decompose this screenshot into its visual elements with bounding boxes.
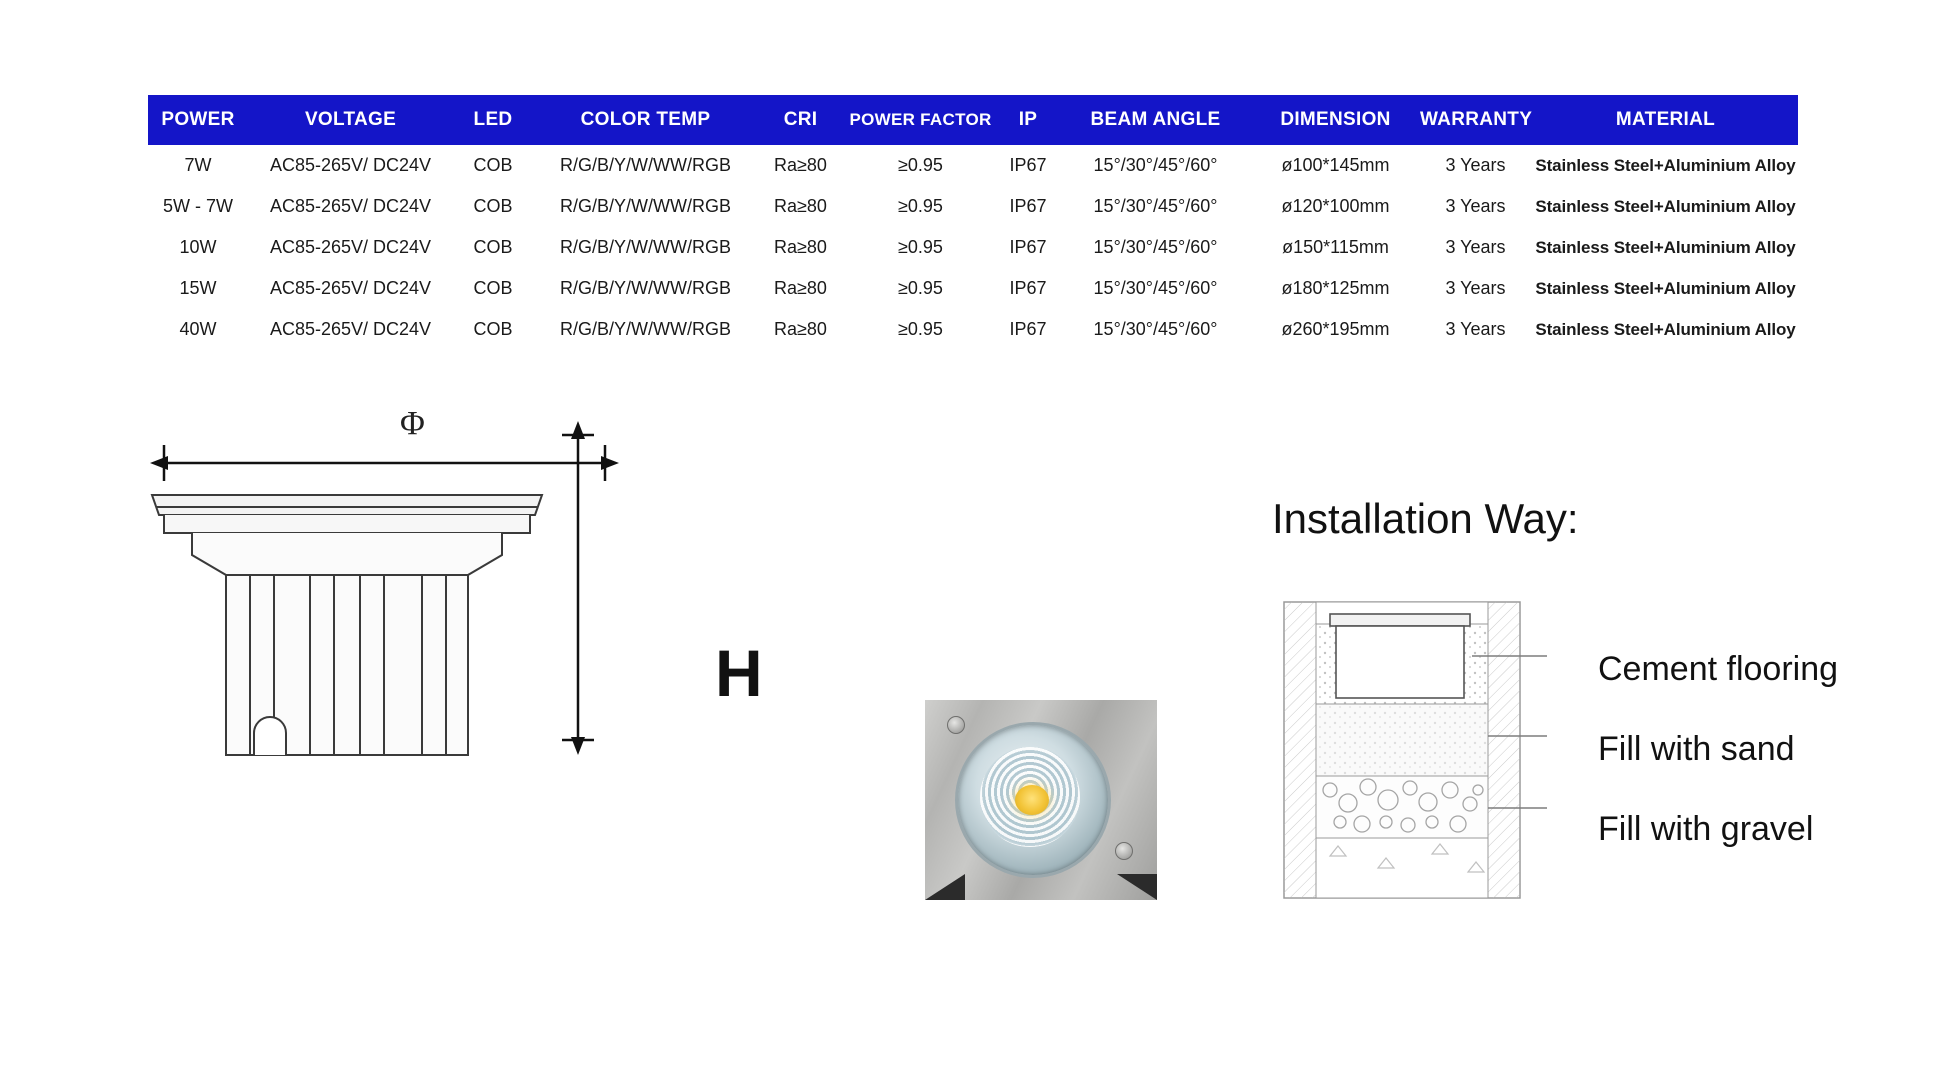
drawing-svg (150, 415, 810, 935)
cell-color-temp: R/G/B/Y/W/WW/RGB (560, 237, 731, 257)
installation-label-fill-with-sand: Fill with sand (1598, 730, 1795, 768)
cell-cri: Ra≥80 (774, 155, 827, 175)
cell-power: 7W (184, 155, 212, 175)
cell-voltage: AC85-265V/ DC24V (269, 278, 432, 298)
cell-voltage: AC85-265V/ DC24V (269, 319, 432, 339)
cell-led: COB (473, 155, 513, 175)
cell-voltage: AC85-265V/ DC24V (269, 237, 432, 257)
led-chip (1015, 785, 1049, 815)
fixture-body-outline (192, 533, 502, 755)
cell-led: COB (473, 278, 513, 298)
cell-dimension: ø120*100mm (1281, 196, 1390, 216)
column-header-material: MATERIAL (1533, 95, 1798, 145)
column-header-warranty: WARRANTY (1418, 95, 1533, 145)
product-photo (925, 700, 1157, 900)
cell-power: 40W (179, 319, 217, 339)
cell-power: 5W - 7W (163, 196, 233, 216)
cell-power: 10W (179, 237, 217, 257)
cell-ip: IP67 (1009, 196, 1047, 216)
column-header-led: LED (453, 95, 533, 145)
installation-section-title: Installation Way: (1272, 495, 1579, 542)
product-dimension-drawing (150, 405, 810, 935)
cell-beam-angle: 15°/30°/45°/60° (1093, 196, 1218, 216)
screw-icon (1115, 842, 1133, 860)
cell-dimension: ø260*195mm (1281, 319, 1390, 339)
table-row (148, 186, 1798, 227)
table-row (148, 145, 1798, 186)
installation-label-cement-flooring: Cement flooring (1598, 650, 1839, 688)
diameter-symbol-label: Φ (400, 405, 425, 442)
cell-ip: IP67 (1009, 319, 1047, 339)
table-row (148, 309, 1798, 350)
height-arrow-icon (562, 421, 594, 755)
cell-beam-angle: 15°/30°/45°/60° (1093, 237, 1218, 257)
cell-voltage: AC85-265V/ DC24V (269, 196, 432, 216)
cell-warranty: 3 Years (1445, 319, 1506, 339)
specification-table (148, 95, 1798, 350)
column-header-dimension: DIMENSION (1253, 95, 1418, 145)
diameter-arrow-icon (150, 445, 619, 481)
table-header (148, 95, 1798, 145)
cell-led: COB (473, 319, 513, 339)
table-header-row (148, 95, 1798, 145)
column-header-beam-angle: BEAM ANGLE (1058, 95, 1253, 145)
column-header-cri: CRI (758, 95, 843, 145)
table-row (148, 268, 1798, 309)
cell-beam-angle: 15°/30°/45°/60° (1093, 278, 1218, 298)
cell-beam-angle: 15°/30°/45°/60° (1093, 319, 1218, 339)
lens-reflector (980, 747, 1080, 847)
installation-label-fill-with-gravel: Fill with gravel (1598, 810, 1814, 848)
cell-led: COB (473, 237, 513, 257)
cell-material: Stainless Steel+Aluminium Alloy (1535, 319, 1796, 339)
cell-warranty: 3 Years (1445, 155, 1506, 175)
table-row (148, 227, 1798, 268)
installation-diagram (1282, 600, 1547, 900)
height-symbol-label: H (715, 636, 763, 710)
column-header-ip: IP (998, 95, 1058, 145)
cell-cri: Ra≥80 (774, 278, 827, 298)
cell-power-factor: ≥0.95 (898, 319, 943, 339)
cell-warranty: 3 Years (1445, 237, 1506, 257)
photo-corner-shadow (1117, 874, 1157, 900)
column-header-power-factor: POWER FACTOR (843, 95, 998, 145)
cell-color-temp: R/G/B/Y/W/WW/RGB (560, 278, 731, 298)
fixture-flange-outline (152, 495, 542, 533)
cell-material: Stainless Steel+Aluminium Alloy (1535, 237, 1796, 257)
cell-warranty: 3 Years (1445, 196, 1506, 216)
cell-ip: IP67 (1009, 155, 1047, 175)
cell-power: 15W (179, 278, 217, 298)
cell-dimension: ø100*145mm (1281, 155, 1390, 175)
cell-cri: Ra≥80 (774, 319, 827, 339)
cell-power-factor: ≥0.95 (898, 278, 943, 298)
cell-cri: Ra≥80 (774, 196, 827, 216)
cell-power-factor: ≥0.95 (898, 196, 943, 216)
cell-cri: Ra≥80 (774, 237, 827, 257)
column-header-color-temp: COLOR TEMP (533, 95, 758, 145)
table-body (148, 145, 1798, 350)
cell-power-factor: ≥0.95 (898, 237, 943, 257)
screw-icon (947, 716, 965, 734)
cell-led: COB (473, 196, 513, 216)
cell-ip: IP67 (1009, 237, 1047, 257)
cell-material: Stainless Steel+Aluminium Alloy (1535, 278, 1796, 298)
column-header-voltage: VOLTAGE (248, 95, 453, 145)
lens-assembly (955, 722, 1111, 878)
cell-warranty: 3 Years (1445, 278, 1506, 298)
column-header-power: POWER (148, 95, 248, 145)
cell-material: Stainless Steel+Aluminium Alloy (1535, 155, 1796, 175)
cell-material: Stainless Steel+Aluminium Alloy (1535, 196, 1796, 216)
cell-ip: IP67 (1009, 278, 1047, 298)
photo-corner-shadow (925, 874, 965, 900)
cell-voltage: AC85-265V/ DC24V (269, 155, 432, 175)
cell-color-temp: R/G/B/Y/W/WW/RGB (560, 319, 731, 339)
cell-beam-angle: 15°/30°/45°/60° (1093, 155, 1218, 175)
cell-color-temp: R/G/B/Y/W/WW/RGB (560, 196, 731, 216)
cell-dimension: ø180*125mm (1281, 278, 1390, 298)
specification-table-container (148, 95, 1796, 350)
cell-color-temp: R/G/B/Y/W/WW/RGB (560, 155, 731, 175)
cell-dimension: ø150*115mm (1282, 237, 1389, 257)
installation-diagram-svg (1282, 600, 1547, 900)
cell-power-factor: ≥0.95 (898, 155, 943, 175)
